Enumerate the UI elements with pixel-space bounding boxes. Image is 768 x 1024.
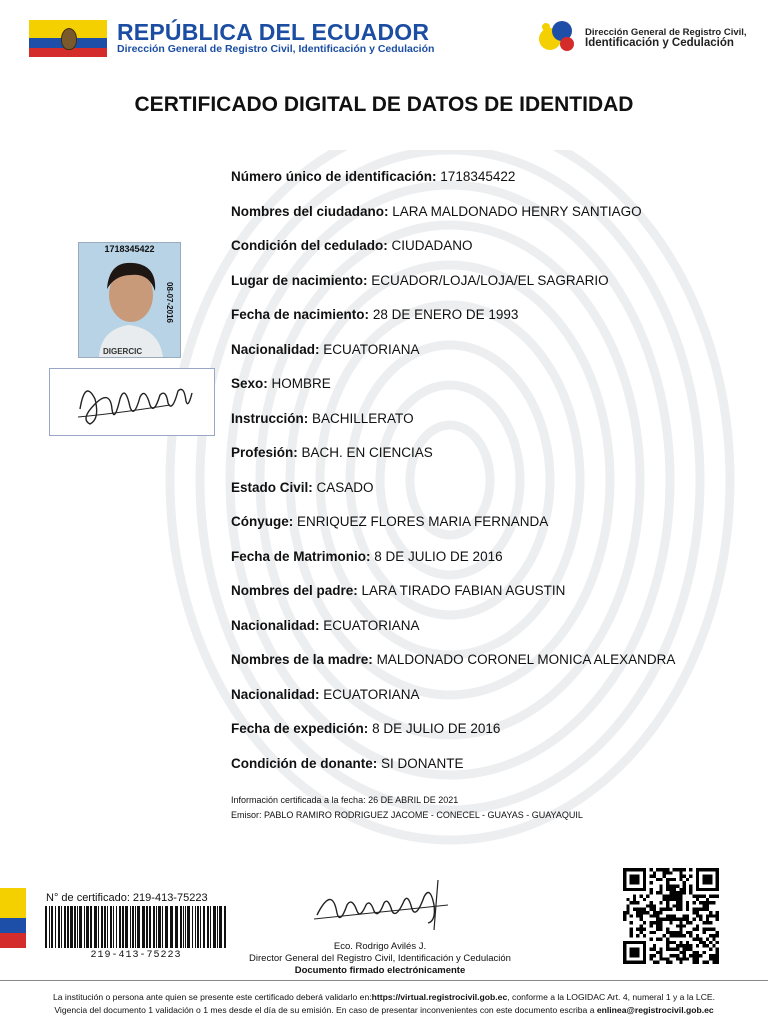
photo-stamp: DIGERCIC	[103, 347, 143, 356]
field-row: Profesión: BACH. EN CIENCIAS	[231, 445, 433, 460]
signed-electronically: Documento firmado electrónicamente	[294, 965, 466, 976]
photo-date: 08-07-2016	[165, 282, 175, 323]
agency-name-line2: Identificación y Cedulación	[585, 37, 734, 49]
support-email[interactable]: enlinea@registrocivil.gob.ec	[596, 1005, 714, 1015]
field-row: Estado Civil: CASADO	[231, 479, 374, 495]
certificate-number: N° de certificado: 219-413-75223	[46, 892, 208, 904]
barcode-number: 219-413-75223	[90, 950, 182, 961]
field-row: Sexo: HOMBRE	[231, 376, 331, 391]
citizen-signature	[50, 369, 214, 435]
certification-emisor: Emisor: PABLO RAMIRO RODRIGUEZ JACOME - CONECEL - GUAYAS - GUAYAQUIL	[231, 810, 583, 820]
field-row: Fecha de Matrimonio: 8 DE JULIO DE 2016	[231, 548, 503, 564]
registro-civil-logo	[536, 17, 580, 57]
certification-date: Información certificada a la fecha: 26 DE ABRIL DE 2021	[231, 795, 459, 805]
field-row: Cónyuge: ENRIQUEZ FLORES MARIA FERNANDA	[231, 514, 549, 529]
footer-divider	[0, 980, 768, 981]
citizen-signature-box	[49, 368, 215, 436]
field-row: Nacionalidad: ECUATORIANA	[231, 341, 420, 357]
ecuador-flag	[29, 20, 107, 57]
ecuador-flag-strip	[0, 888, 26, 948]
coat-of-arms-icon	[61, 28, 77, 50]
validation-link[interactable]: https://virtual.registrocivil.gob.ec	[371, 992, 508, 1002]
field-row: Fecha de expedición: 8 DE JULIO DE 2016	[231, 721, 501, 736]
qr-code[interactable]	[622, 868, 720, 964]
field-row: Nombres de la madre: MALDONADO CORONEL MONICA ALEXANDRA	[231, 652, 676, 667]
field-row: Instrucción: BACHILLERATO	[231, 410, 414, 426]
field-row: Condición del cedulado: CIUDADANO	[231, 238, 473, 253]
field-row: Nombres del ciudadano: LARA MALDONADO HENRY SANTIAGO	[231, 203, 642, 219]
field-row: Condición de donante: SI DONANTE	[231, 755, 464, 771]
field-row: Nombres del padre: LARA TIRADO FABIAN AGUSTIN	[231, 583, 566, 598]
director-name: Eco. Rodrigo Avilés J.	[333, 941, 427, 952]
field-row: Nacionalidad: ECUATORIANA	[231, 617, 420, 633]
citizen-photo	[78, 242, 181, 358]
director-title: Director General del Registro Civil, Identificación y Cedulación	[249, 953, 511, 964]
republic-title: REPÚBLICA DEL ECUADOR	[117, 19, 430, 45]
director-signature	[312, 875, 452, 935]
field-row: Número único de identificación: 1718345422	[231, 169, 516, 184]
field-row: Lugar de nacimiento: ECUADOR/LOJA/LOJA/EL SAGRARIO	[231, 272, 609, 288]
footer-validation: La institución o persona ante quien se presente este certificado deberá validarlo en:https://virtual.registrocivil.gob.ec, conforme a la LOGIDAC Art. 4, numeral 1 y a la LCE.	[52, 992, 716, 1002]
document-title: CERTIFICADO DIGITAL DE DATOS DE IDENTIDAD	[134, 93, 634, 116]
photo-id-number: 1718345422	[104, 244, 155, 254]
identity-fields	[231, 168, 761, 789]
republic-subtitle: Dirección General de Registro Civil, Identificación y Cedulación	[117, 43, 435, 55]
agency-name-line1: Dirección General de Registro Civil,	[585, 27, 747, 38]
footer-validity: Vigencia del documento 1 validación o 1 mes desde el día de su emisión. En caso de presentar inconvenientes con este documento escriba a enlinea@registrocivil.gob.ec	[54, 1005, 714, 1015]
field-row: Fecha de nacimiento: 28 DE ENERO DE 1993	[231, 307, 519, 322]
field-row: Nacionalidad: ECUATORIANA	[231, 686, 420, 702]
